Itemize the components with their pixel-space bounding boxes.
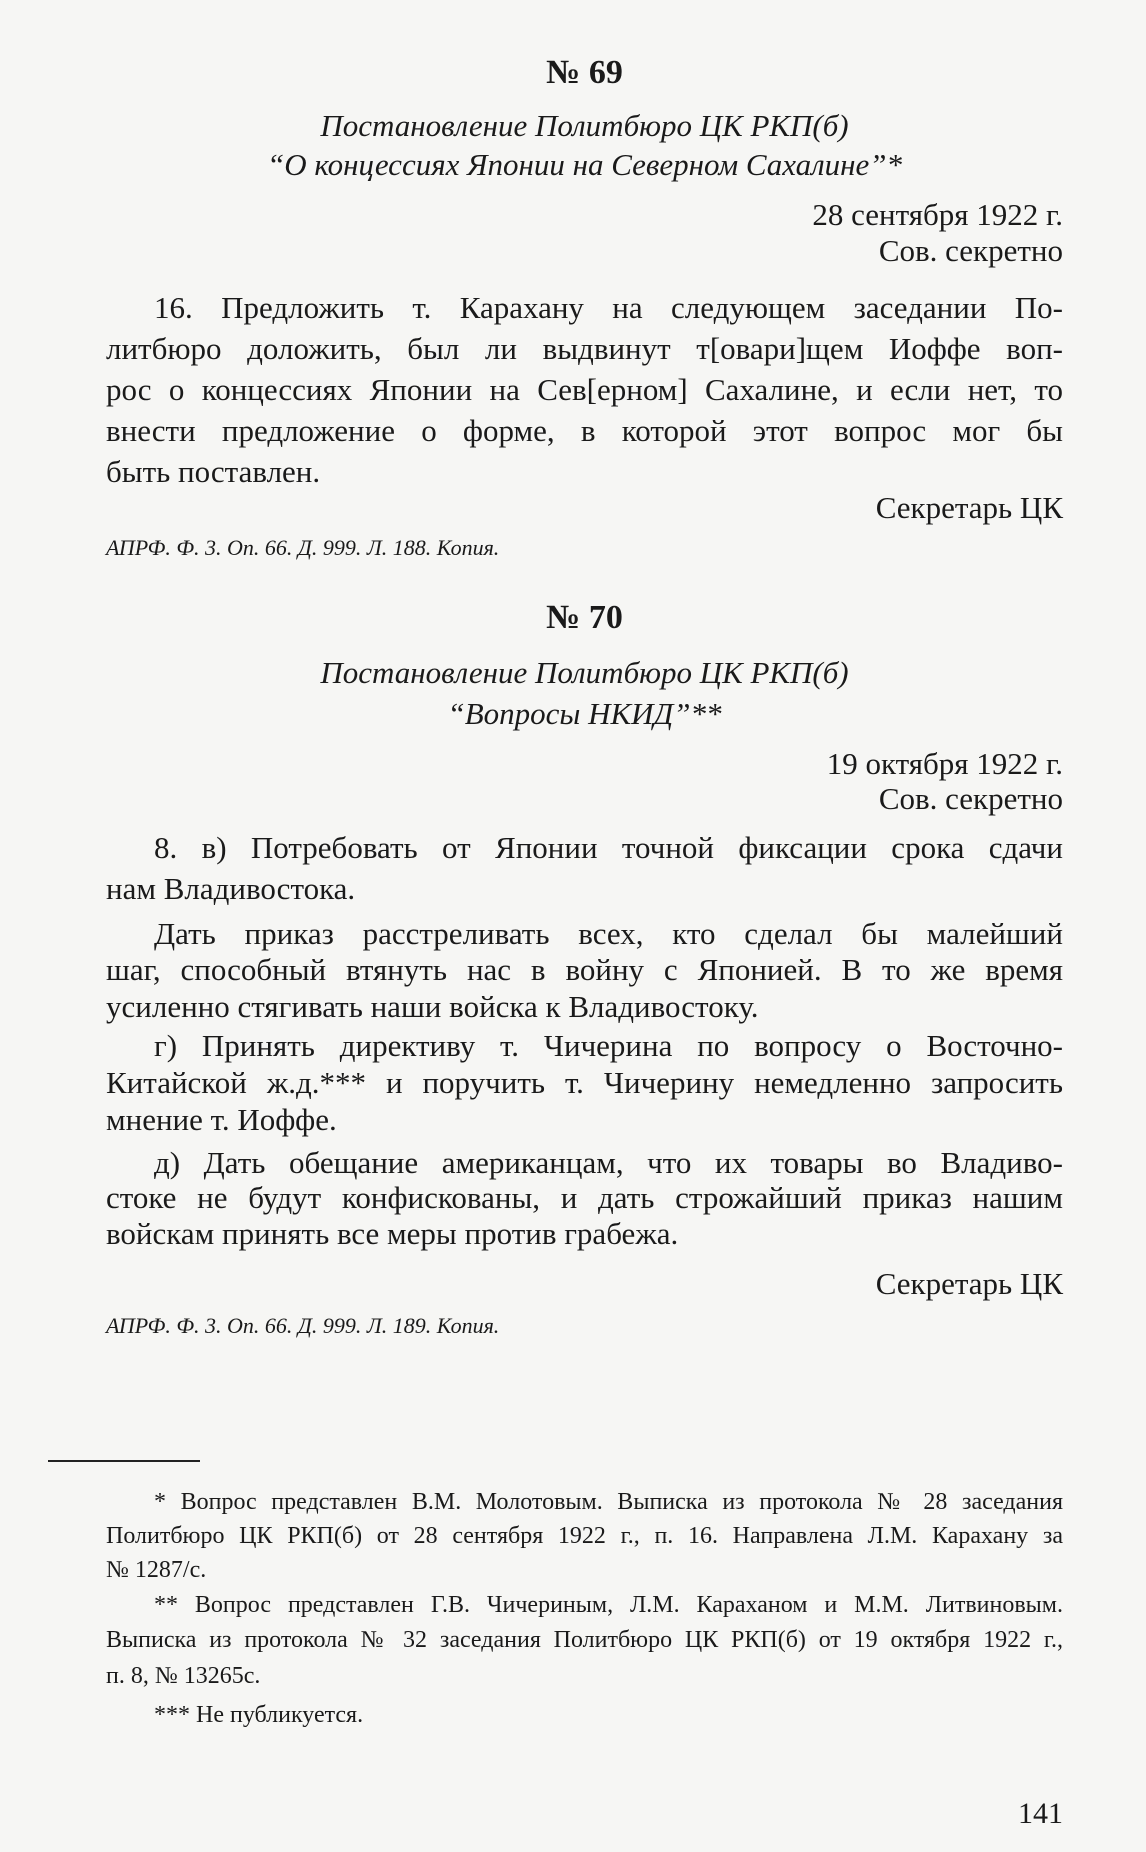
page-number: 141: [1018, 1797, 1063, 1830]
body-line: рос о концессиях Японии на Сев[ерном] Сахалине, и если нет, то: [106, 372, 1063, 407]
body-line: д) Дать обещание американцам, что их товары во Владиво-: [154, 1145, 1063, 1180]
signature: Секретарь ЦК: [875, 1266, 1063, 1301]
body-line: войскам принять все меры против грабежа.: [106, 1216, 679, 1251]
doc-subtitle: “О концессиях Японии на Северном Сахалине”*: [266, 147, 902, 182]
footnote-line: Политбюро ЦК РКП(б) от 28 сентября 1922 г., п. 16. Направлена Л.М. Карахану за: [106, 1523, 1063, 1549]
body-line: Дать приказ расстреливать всех, кто сделал бы малейший: [154, 916, 1063, 951]
doc-date: 28 сентября 1922 г.: [812, 197, 1063, 232]
body-line: нам Владивостока.: [106, 871, 356, 906]
footnote-line: *** Не публикуется.: [154, 1702, 364, 1728]
body-line: Китайской ж.д.*** и поручить т. Чичерину немедленно запросить: [106, 1065, 1063, 1100]
footnote-line: * Вопрос представлен В.М. Молотовым. Выписка из протокола № 28 заседания: [154, 1489, 1063, 1515]
doc-number: № 69: [546, 54, 623, 91]
body-line: г) Принять директиву т. Чичерина по вопросу о Восточно-: [154, 1028, 1063, 1063]
archive-source: АПРФ. Ф. 3. Оп. 66. Д. 999. Л. 188. Копия.: [106, 535, 500, 560]
secrecy-label: Сов. секретно: [878, 781, 1063, 816]
footnote-line: п. 8, № 13265с.: [106, 1663, 261, 1689]
body-line: шаг, способный втянуть нас в войну с Японией. В то же время: [106, 952, 1063, 987]
body-line: быть поставлен.: [106, 454, 321, 489]
doc-title: Постановление Политбюро ЦК РКП(б): [320, 655, 849, 690]
footnote-divider: [48, 1460, 200, 1462]
body-line: 8. в) Потребовать от Японии точной фиксации срока сдачи: [154, 830, 1063, 865]
body-line: мнение т. Иоффе.: [106, 1102, 337, 1137]
footnote-line: ** Вопрос представлен Г.В. Чичериным, Л.М. Караханом и М.М. Литвиновым.: [154, 1592, 1063, 1618]
body-line: 16. Предложить т. Карахану на следующем заседании По-: [154, 290, 1063, 325]
body-line: усиленно стягивать наши войска к Владивостоку.: [106, 989, 759, 1024]
doc-date: 19 октября 1922 г.: [826, 746, 1063, 781]
doc-subtitle: “Вопросы НКИД”**: [447, 696, 722, 731]
signature: Секретарь ЦК: [875, 490, 1063, 525]
archive-source: АПРФ. Ф. 3. Оп. 66. Д. 999. Л. 189. Копия.: [106, 1313, 500, 1338]
footnote-line: № 1287/с.: [106, 1557, 207, 1583]
doc-title: Постановление Политбюро ЦК РКП(б): [320, 108, 849, 143]
secrecy-label: Сов. секретно: [878, 233, 1063, 268]
body-line: стоке не будут конфискованы, и дать строжайший приказ нашим: [106, 1180, 1063, 1215]
body-line: внести предложение о форме, в которой этот вопрос мог бы: [106, 413, 1063, 448]
footnote-line: Выписка из протокола № 32 заседания Политбюро ЦК РКП(б) от 19 октября 1922 г.,: [106, 1627, 1063, 1653]
body-line: литбюро доложить, был ли выдвинут т[овари]щем Иоффе воп-: [106, 331, 1063, 366]
doc-number: № 70: [546, 599, 623, 636]
